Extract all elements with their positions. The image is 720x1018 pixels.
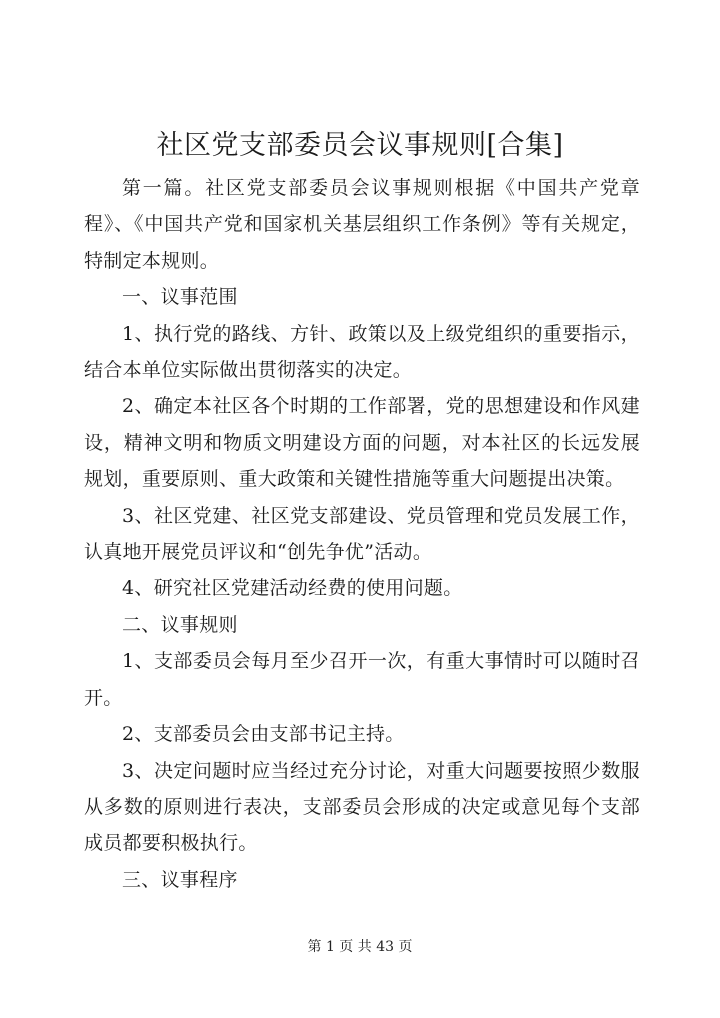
paragraph-rules-3: 3、决定问题时应当经过充分讨论，对重大问题要按照少数服从多数的原则进行表决，支部委员会形成的决定或意见每个支部成员都要积极执行。 (84, 759, 640, 855)
paragraph-intro: 第一篇。社区党支部委员会议事规则根据《中国共产党章程》、《中国共产党和国家机关基层组织工作条例》等有关规定，特制定本规则。 (84, 177, 640, 272)
document-title: 社区党支部委员会议事规则[合集] (156, 130, 564, 161)
section-heading-procedure: 三、议事程序 (122, 868, 238, 891)
paragraph-rules-1: 1、支部委员会每月至少召开一次，有重大事情时可以随时召开。 (84, 650, 640, 709)
document-body (84, 170, 640, 898)
section-heading-scope: 一、议事范围 (122, 286, 238, 309)
section-heading-rules: 二、议事规则 (122, 613, 238, 636)
paragraph-rules-2: 2、支部委员会由支部书记主持。 (122, 723, 405, 746)
paragraph-scope-4: 4、研究社区党建活动经费的使用问题。 (122, 577, 463, 600)
paragraph-scope-1: 1、执行党的路线、方针、政策以及上级党组织的重要指示，结合本单位实际做出贯彻落实的决定。 (84, 322, 640, 382)
paragraph-scope-3: 3、社区党建、社区党支部建设、党员管理和党员发展工作，认真地开展党员评议和“创先争优”活动。 (84, 504, 640, 564)
page-footer: 第 1 页 共 43 页 (307, 939, 413, 955)
paragraph-scope-2: 2、确定本社区各个时期的工作部署，党的思想建设和作风建设，精神文明和物质文明建设方面的问题，对本社区的长远发展规划，重要原则、重大政策和关键性措施等重大问题提出决策。 (84, 395, 640, 491)
